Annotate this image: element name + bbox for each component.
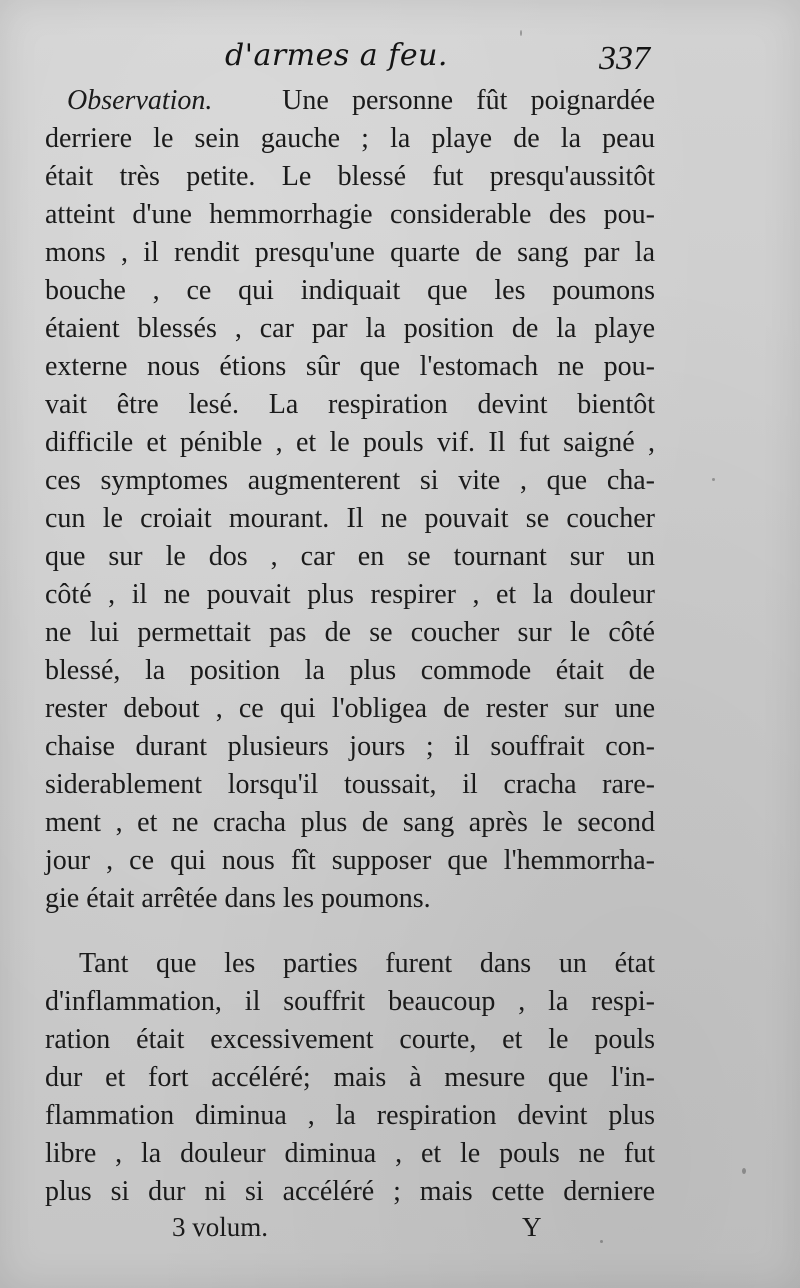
text-line: étaient blessés , car par la position de la playe [45, 313, 655, 344]
text-line: ces symptomes augmenterent si vite , que cha- [45, 465, 655, 496]
text-line: rester debout , ce qui l'obligea de rester sur une [45, 693, 655, 724]
text-line: était très petite. Le blessé fut presqu'aussitôt [45, 161, 655, 192]
text-line: dur et fort accéléré; mais à mesure que l'in- [45, 1062, 655, 1093]
paragraph-inflammation [45, 945, 655, 1211]
observation-label: Observation. [67, 85, 213, 116]
signature-mark: Y [522, 1212, 542, 1242]
page-number: 337 [599, 40, 650, 77]
page-footer [0, 1212, 800, 1252]
text-line: libre , la douleur diminua , et le pouls ne fut [45, 1138, 655, 1169]
paper-speck [600, 1240, 603, 1243]
volume-mark: 3 volum. [172, 1212, 269, 1242]
text-line: externe nous étions sûr que l'estomach ne pou- [45, 351, 655, 382]
text-line-first-rest: Une personne fût poignardée [282, 85, 655, 116]
text-line: plus si dur ni si accéléré ; mais cette derniere [45, 1176, 655, 1207]
text-line: mons , il rendit presqu'une quarte de sang par la [45, 237, 655, 268]
text-line: cun le croiait mourant. Il ne pouvait se coucher [45, 503, 655, 534]
text-line: jour , ce qui nous fît supposer que l'hemmorrha- [45, 845, 655, 876]
paragraph-observation [45, 82, 655, 918]
text-line: d'inflammation, il souffrit beaucoup , la respi- [45, 986, 655, 1017]
text-line: que sur le dos , car en se tournant sur un [45, 541, 655, 572]
paper-speck [742, 1168, 746, 1174]
text-line: ne lui permettait pas de se coucher sur le côté [45, 617, 655, 648]
text-line: ment , et ne cracha plus de sang après le second [45, 807, 655, 838]
running-head: d'armes a feu. [225, 38, 448, 73]
text-line-first [45, 82, 655, 120]
text-line: vait être lesé. La respiration devint bientôt [45, 389, 655, 420]
text-line-last: gie était arrêtée dans les poumons. [45, 883, 431, 914]
text-line: côté , il ne pouvait plus respirer , et la douleur [45, 579, 655, 610]
text-line: bouche , ce qui indiquait que les poumons [45, 275, 655, 306]
paper-speck [520, 30, 522, 36]
paper-speck [712, 478, 715, 481]
text-line: difficile et pénible , et le pouls vif. Il fut saigné , [45, 427, 655, 458]
text-line: blessé, la position la plus commode était de [45, 655, 655, 686]
text-line: atteint d'une hemmorrhagie considerable des pou- [45, 199, 655, 230]
text-line: derriere le sein gauche ; la playe de la peau [45, 123, 655, 154]
text-line: ration était excessivement courte, et le pouls [45, 1024, 655, 1055]
text-line: flammation diminua , la respiration devint plus [45, 1100, 655, 1131]
text-line-first: Tant que les parties furent dans un état [79, 948, 655, 979]
text-line: chaise durant plusieurs jours ; il souffrait con- [45, 731, 655, 762]
text-line: siderablement lorsqu'il toussait, il cracha rare- [45, 769, 655, 800]
